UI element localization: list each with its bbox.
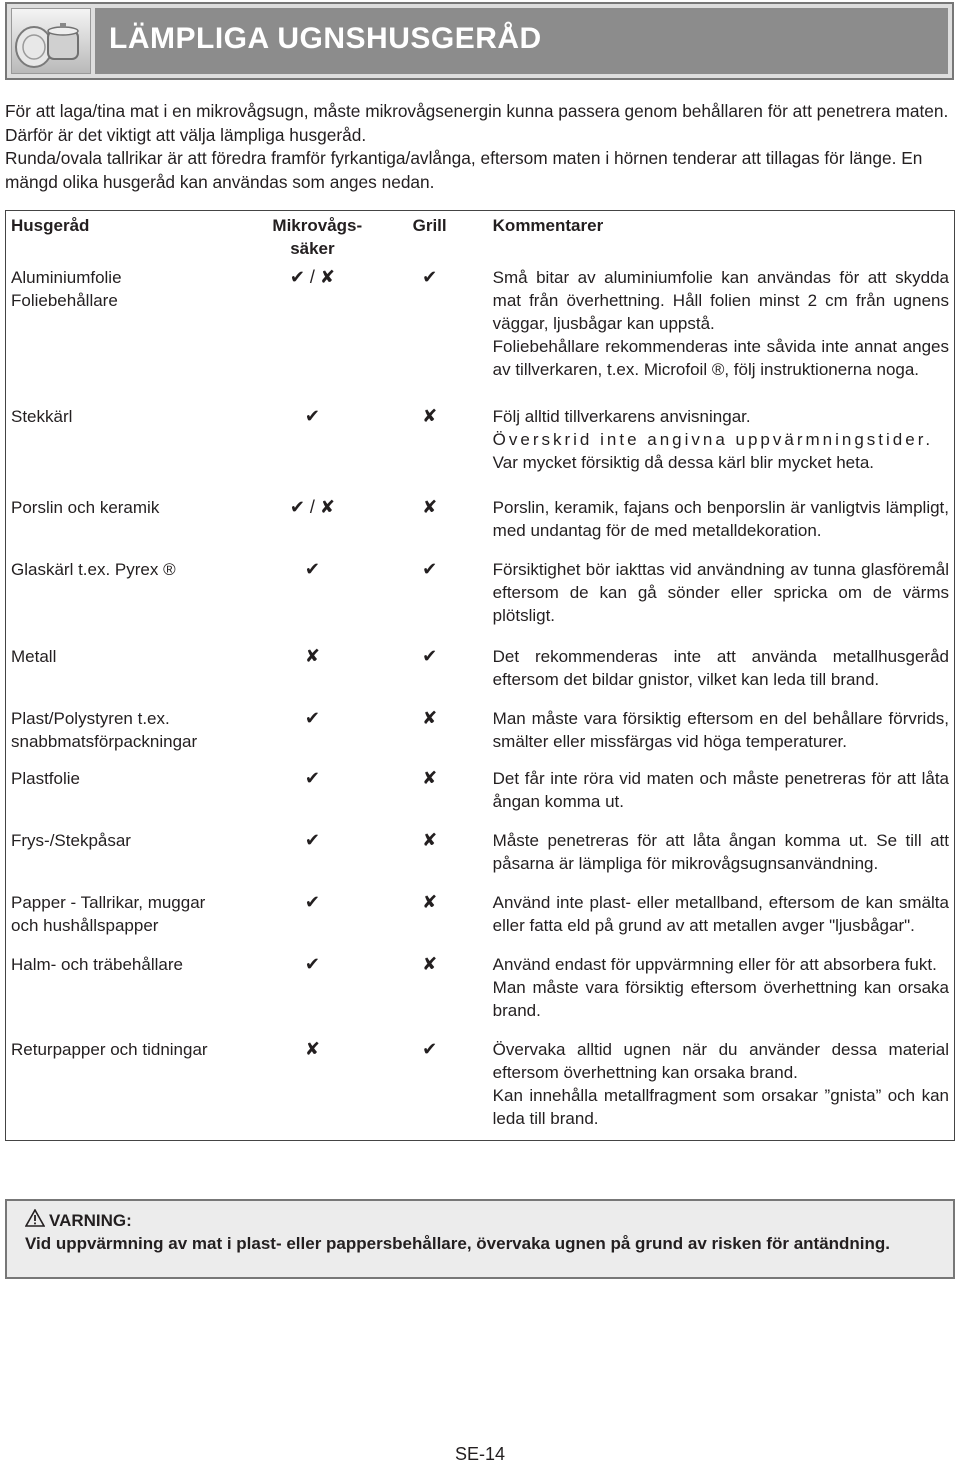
microwave-safe-cell: ✘ xyxy=(304,646,320,666)
cookware-name: Porslin och keramik xyxy=(11,498,160,517)
microwave-safe-cell: ✔ xyxy=(304,768,320,788)
microwave-safe-cell: ✔ xyxy=(304,708,320,728)
grill-safe-cell: ✔ xyxy=(422,267,438,287)
comment-cell xyxy=(488,953,955,1038)
microwave-safe-cell: ✔ xyxy=(304,830,320,850)
comment-text: Porslin, keramik, fajans och benporslin är vanligtvis lämpligt, med undantag för de med metalldekoration. xyxy=(492,498,949,540)
table-row xyxy=(6,405,955,496)
intro-paragraph-1: För att laga/tina mat i en mikrovågsugn, måste mikrovågsenergin kunna passera genom behållaren för att penetrera maten. Därför är det viktigt att välja lämpliga husgeråd. xyxy=(5,101,949,145)
comment-text: Det får inte röra vid maten och måste penetreras för att låta ångan komma ut. xyxy=(492,769,949,811)
microwave-safe-cell: ✔ / ✘ xyxy=(289,267,335,287)
cookware-name-cell xyxy=(6,645,254,707)
comment-cell xyxy=(488,829,955,891)
comment-text: Försiktighet bör iakttas vid användning av tunna glasföremål eftersom de kan gå sönder eller spricka om de värms plötsligt. xyxy=(492,560,949,625)
cookware-name-cell xyxy=(6,707,254,767)
intro-paragraph-2: Runda/ovala tallrikar är att föredra framför fyrkantiga/avlånga, eftersom maten i hörnen tenderar att tillagas för länge. En mängd olika husgeråd kan användas som anges nedan. xyxy=(5,148,923,192)
grill-safe-cell: ✔ xyxy=(422,646,438,666)
cookware-name-cell xyxy=(6,266,254,405)
table-row xyxy=(6,953,955,1038)
table-row xyxy=(6,767,955,829)
cookware-name: Plast/Polystyren t.ex. xyxy=(11,709,170,728)
comment-text: Kan innehålla metallfragment som orsakar ”gnista” och kan leda till brand. xyxy=(492,1086,949,1128)
comment-text: Var mycket försiktig då dessa kärl blir mycket heta. xyxy=(492,453,875,472)
microwave-safe-cell: ✔ xyxy=(304,954,320,974)
intro-text xyxy=(5,100,955,194)
comment-cell xyxy=(488,558,955,645)
table-row xyxy=(6,645,955,707)
comment-text: Man måste vara försiktig eftersom en del behållare förvrids, smälter eller missfärgas vid höga temperaturer. xyxy=(492,709,949,751)
warning-box xyxy=(5,1199,955,1279)
microwave-safe-cell: ✔ xyxy=(304,406,320,426)
header-title-bar xyxy=(95,8,948,74)
comment-cell xyxy=(488,1038,955,1141)
comment-cell xyxy=(488,707,955,767)
grill-safe-cell: ✔ xyxy=(422,1039,438,1059)
table-row xyxy=(6,891,955,953)
warning-title: VARNING: xyxy=(49,1211,132,1230)
microwave-safe-cell: ✔ / ✘ xyxy=(289,497,335,517)
comment-text: Man måste vara försiktig eftersom överhettning kan orsaka brand. xyxy=(492,978,949,1020)
comment-text: Använd inte plast- eller metallband, eftersom de kan smälta eller fatta eld på grund av att metallen avger "ljusbågar". xyxy=(492,893,949,935)
comment-cell xyxy=(488,891,955,953)
cookware-name: Stekkärl xyxy=(11,407,73,426)
microwave-safe-cell: ✔ xyxy=(304,559,320,579)
grill-safe-cell: ✘ xyxy=(422,830,438,850)
cookware-name-cell xyxy=(6,953,254,1038)
comment-text: Det rekommenderas inte att använda metallhusgeråd eftersom det bildar gnistor, vilket kan leda till brand. xyxy=(492,647,949,689)
cookware-table xyxy=(5,210,955,1141)
table-row xyxy=(6,558,955,645)
cookware-name: Frys-/Stekpåsar xyxy=(11,831,131,850)
cookware-name-cell xyxy=(6,405,254,496)
page-header xyxy=(5,2,954,80)
comment-text: Foliebehållare rekommenderas inte såvida inte annat anges av tillverkaren, t.ex. Microfoil ®, följ instruktionerna noga. xyxy=(492,337,949,379)
cookware-name-cell xyxy=(6,496,254,558)
cookware-name-cell xyxy=(6,891,254,953)
grill-safe-cell: ✘ xyxy=(422,768,438,788)
cookware-name-cell xyxy=(6,767,254,829)
microwave-safe-cell: ✘ xyxy=(304,1039,320,1059)
comment-text: Följ alltid tillverkarens anvisningar. xyxy=(492,407,751,426)
cookware-name: Aluminiumfolie xyxy=(11,268,122,287)
header-mikrovagssaker xyxy=(253,211,371,267)
microwave-safe-cell: ✔ xyxy=(304,892,320,912)
comment-text: Små bitar av aluminiumfolie kan användas för att skydda mat från överhettning. Håll folien minst 2 cm från ugnens väggar, ljusbågar kan uppstå. xyxy=(492,268,949,333)
comment-text: Använd endast för uppvärmning eller för att absorbera fukt. xyxy=(492,955,937,974)
header-kommentarer: Kommentarer xyxy=(492,216,604,235)
grill-safe-cell: ✘ xyxy=(422,892,438,912)
cookware-name: Returpapper och tidningar xyxy=(11,1040,208,1059)
page-number: SE-14 xyxy=(454,1444,506,1464)
header-grill: Grill xyxy=(412,216,447,235)
header-husgerad: Husgeråd xyxy=(11,216,90,235)
table-row xyxy=(6,1038,955,1141)
cookware-name-cell xyxy=(6,1038,254,1141)
grill-safe-cell: ✔ xyxy=(422,559,438,579)
header-mikrovagssaker-text: Mikrovågs-säker xyxy=(272,216,363,258)
comment-text: Övervaka alltid ugnen när du använder dessa material eftersom överhettning kan orsaka brand. xyxy=(492,1040,949,1082)
comment-cell xyxy=(488,405,955,496)
cookware-icon xyxy=(11,8,91,74)
page-title: LÄMPLIGA UGNSHUSGERÅD xyxy=(109,22,542,55)
grill-safe-cell: ✘ xyxy=(422,406,438,426)
comment-text: Överskrid inte angivna uppvärmningstider. xyxy=(492,430,934,449)
cookware-name: Metall xyxy=(11,647,57,666)
cookware-name: Foliebehållare xyxy=(11,291,118,310)
cookware-name: Halm- och träbehållare xyxy=(11,955,183,974)
comment-cell xyxy=(488,767,955,829)
table-row xyxy=(6,496,955,558)
comment-cell xyxy=(488,645,955,707)
table-row xyxy=(6,266,955,405)
comment-cell xyxy=(488,496,955,558)
warning-text: Vid uppvärmning av mat i plast- eller pappersbehållare, övervaka ugnen på grund av risken för antändning. xyxy=(25,1234,891,1253)
warning-triangle-icon xyxy=(25,1209,45,1233)
cookware-name-cell xyxy=(6,829,254,891)
table-header-row xyxy=(6,211,955,267)
grill-safe-cell: ✘ xyxy=(422,708,438,728)
cookware-name: snabbmatsförpackningar xyxy=(11,732,198,751)
grill-safe-cell: ✘ xyxy=(422,954,438,974)
cookware-name: Glaskärl t.ex. Pyrex ® xyxy=(11,560,176,579)
comment-text: Måste penetreras för att låta ångan komma ut. Se till att påsarna är lämpliga för mikrovågsugnsanvändning. xyxy=(492,831,949,873)
cookware-name: Plastfolie xyxy=(11,769,80,788)
table-row xyxy=(6,829,955,891)
comment-cell xyxy=(488,266,955,405)
cookware-name: Papper - Tallrikar, muggar xyxy=(11,893,206,912)
grill-safe-cell: ✘ xyxy=(422,497,438,517)
cookware-name: och hushållspapper xyxy=(11,916,159,935)
table-row xyxy=(6,707,955,767)
cookware-name-cell xyxy=(6,558,254,645)
